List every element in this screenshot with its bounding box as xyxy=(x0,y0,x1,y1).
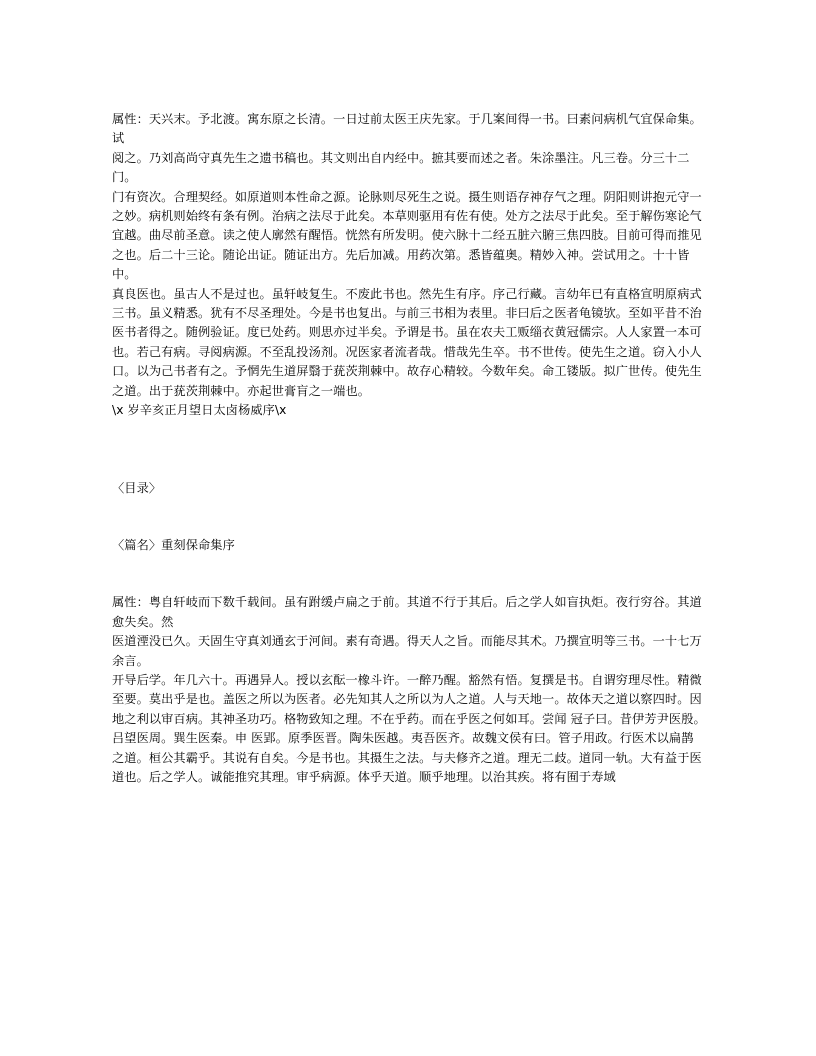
section-gap xyxy=(112,555,706,593)
document-body xyxy=(112,110,706,787)
preface-line: 之也。后二十三论。随论出证。随证出方。先后加减。用药次第。悉皆蕴奥。精妙入神。尝试用之。十十皆中。 xyxy=(112,247,690,282)
reprint-line: 开导后学。年几六十。再遇异人。授以玄酝一橡斗许。一醉乃醒。豁然有悟。复撰是书。自谓穷理尽性。精微 xyxy=(112,672,702,687)
reprint-line: 属性：粤自轩岐而下数千载间。虽有跗缓卢扁之于前。其道不行于其后。后之学人如盲执炬。夜行穷谷。其道愈失矣。然 xyxy=(112,595,702,629)
section-gap xyxy=(112,421,706,479)
reprint-line: 之道。桓公其霸乎。其说有自矣。今是书也。其摄生之法。与夫修齐之道。理无二歧。道同一轨。大有益于医 xyxy=(112,750,702,765)
reprint-line: 吕望医周。巽生医秦。申 医郢。原季医晋。陶朱医越。夷吾医齐。故魏文侯有曰。管子用政。行医术以扁鹊 xyxy=(112,731,694,746)
preface-line: 之道。出于莸茨荆棘中。亦起世膏肓之一端也。 xyxy=(112,383,371,398)
preface-line: 口。以为己书者有之。予惘先生道屏翳于莸茨荆棘中。故存心精较。今数年矣。命工镂版。拟广世传。使先生 xyxy=(112,364,702,379)
preface-line: 阅之。乃刘高尚守真先生之遗书稿也。其文则出自内经中。摭其要而述之者。朱涂墨注。凡三卷。分三十二门。 xyxy=(112,150,690,185)
reprint-line: 医道湮没已久。天固生守真刘通玄于河间。素有奇遇。得天人之旨。而能尽其术。乃撰宣明等三书。一十七万余言。 xyxy=(112,634,702,668)
reprint-line: 地之利以审百病。其神圣功巧。格物致知之理。不在乎药。而在乎医之何如耳。尝闻 冠子曰。昔伊芳尹医殷。 xyxy=(112,711,706,726)
section-gap xyxy=(112,498,706,536)
toc-marker: 〈目录〉 xyxy=(112,480,162,495)
reprint-line: 道也。后之学人。诚能推究其理。审乎病源。体乎天道。顺乎地理。以治其疾。将有囿于寿域 xyxy=(112,769,616,784)
preface-paragraph-block xyxy=(112,110,706,421)
preface-line: 医书者得之。随例验证。度已处药。则思亦过半矣。予谓是书。虽在农夫工贩缁衣黄冠儒宗。人人家置一本可 xyxy=(112,325,702,340)
preface-line: 真良医也。虽古人不是过也。虽轩岐复生。不废此书也。然先生有序。序己行藏。言幼年已有直格宣明原病式 xyxy=(112,286,702,301)
preface-line: 门有资次。合理契经。如原道则本性命之源。论脉则尽死生之说。摄生则语存神存气之理。阴阳则讲抱元守一 xyxy=(112,189,702,204)
reprint-line: 至要。莫出乎是也。盖医之所以为医者。必先知其人之所以为人之道。人与天地一。故体天之道以察四时。因 xyxy=(112,692,702,707)
preface-line: 三书。虽义精悉。犹有不尽圣理处。今是书也复出。与前三书相为表里。非曰后之医者龟镜欤。至如平昔不治 xyxy=(112,306,702,321)
preface-line: 之妙。病机则始终有条有例。治病之法尽于此矣。本草则驱用有佐有使。处方之法尽于此矣。至于解伤寒论气 xyxy=(112,209,702,224)
section-title: 〈篇名〉重刻保命集序 xyxy=(112,537,235,552)
reprint-preface-block xyxy=(112,593,706,787)
preface-line: 宜越。曲尽前圣意。读之使人廓然有醒悟。恍然有所发明。使六脉十二经五脏六腑三焦四肢。目前可得而推见 xyxy=(112,228,702,243)
preface-signature-line: \x 岁辛亥正月望日太卤杨威序\x xyxy=(112,403,287,418)
preface-line: 也。若己有病。寻阅病源。不至乱投汤剂。况医家者流者哉。惜哉先生卒。书不世传。使先生之道。窃入小人 xyxy=(112,344,702,359)
preface-line: 属性：天兴末。予北渡。寓东原之长清。一日过前太医王庆先家。于几案间得一书。曰素问病机气宜保命集。试 xyxy=(112,112,702,146)
